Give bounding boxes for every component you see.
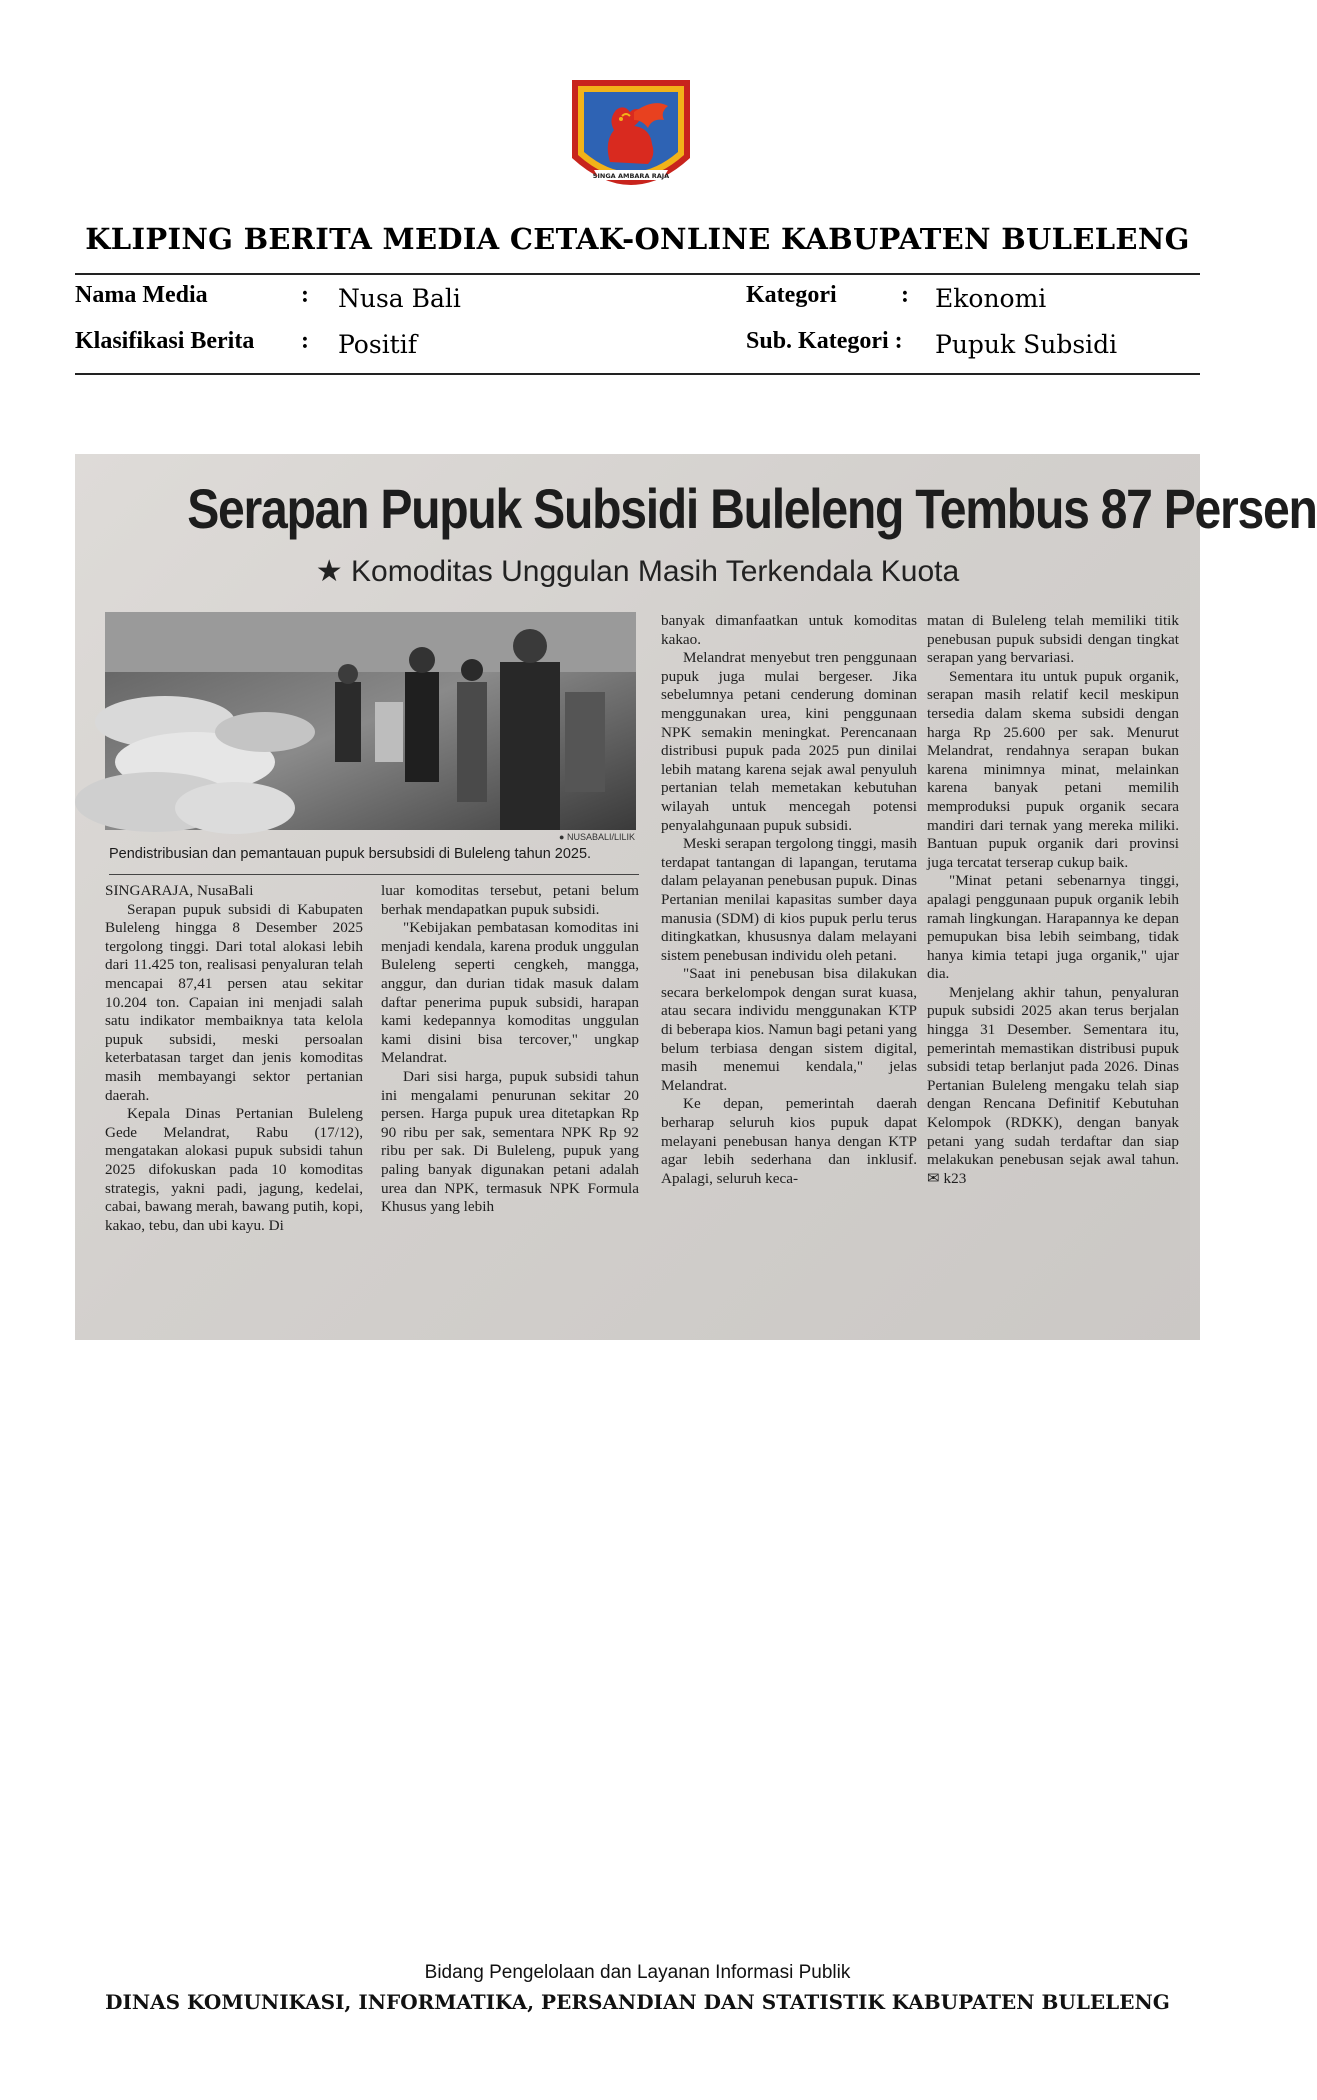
paragraph: Ke depan, pemerintah daerah berharap seluruh kios pupuk dapat melayani penebusan hanya dengan KTP agar lebih sederhana dan inklusif. Apalagi, seluruh keca- [661,1095,917,1187]
paragraph: Dari sisi harga, pupuk subsidi tahun ini mengalami penurunan sekitar 20 persen. Harga pupuk urea ditetapkan Rp 90 ribu per sak, sementara NPK Rp 92 ribu per sak. Di Buleleng, pupuk yang paling banyak digunakan petani adalah urea dan NPK, termasuk NPK Formula Khusus yang lebih [381,1067,639,1216]
subkategori-label: Sub. Kategori : [746,328,903,354]
subkategori-value: Pupuk Subsidi [935,330,1118,359]
article-headline: Serapan Pupuk Subsidi Buleleng Tembus 87 Persen [187,477,1317,540]
paragraph: "Kebijakan pembatasan komoditas ini menjadi kendala, karena produk unggulan Buleleng seperti cengkeh, mangga, anggur, dan durian tidak masuk dalam daftar penerima pupuk subsidi, harapan kami kedepannya komoditas unggulan kami disini bisa tercover," ungkap Melandrat. [381,919,639,1067]
article-subheadline: ★ Komoditas Unggulan Masih Terkendala Kuota [315,555,960,588]
caption-rule [109,874,639,875]
media-label: Nama Media [75,282,208,308]
klasifikasi-label: Klasifikasi Berita [75,328,255,354]
media-value: Nusa Bali [338,284,461,313]
paragraph: Menjelang akhir tahun, penyaluran pupuk subsidi 2025 akan terus berjalan hingga 31 Desember. Sementara itu, pemerintah memastikan distribusi pupuk subsidi tetap berlanjut pada 2026. Dinas Pertanian Buleleng mengaku telah siap dengan Rencana Definitif Kebutuhan Kelompok (RDKK), dengan banyak petani yang sudah terdaftar dan siap melakukan penebusan sejak awal tahun. ✉ k23 [927,983,1179,1187]
paragraph: Serapan pupuk subsidi di Kabupaten Buleleng hingga 8 Desember 2025 tergolong tinggi. Dari total alokasi lebih dari 11.425 ton, realisasi penyaluran telah mencapai 87,41 persen atau sekitar 10.204 ton. Capaian ini menjadi salah satu indikator membaiknya tata kelola pupuk subsidi, meski persoalan keterbatasan target dan jenis komoditas masih membayangi sektor pertanian daerah. [105,900,363,1104]
news-clipping [75,454,1317,1340]
paragraph: Kepala Dinas Pertanian Buleleng Gede Melandrat, Rabu (17/12), mengatakan alokasi pupuk subsidi tahun 2025 difokuskan pada 10 komoditas strategis, yakni padi, jagung, kedelai, cabai, bawang merah, bawang putih, kopi, kakao, tebu, dan ubi kayu. Di [105,1105,363,1234]
dateline: SINGARAJA, NusaBali [105,882,254,899]
paragraph: banyak dimanfaatkan untuk komoditas kakao. [661,612,917,648]
paragraph: Melandrat menyebut tren penggunaan pupuk juga mulai bergeser. Jika sebelumnya petani cenderung dominan menggunakan urea, kini penggunaan NPK semakin meningkat. Perencanaan distribusi pupuk pada 2025 pun dinilai lebih matang karena sejak awal penyuluh pertanian telah memetakan kebutuhan wilayah untuk mencegah potensi penyalahgunaan pupuk subsidi. [661,649,917,834]
buleleng-logo [564,72,698,202]
paragraph: Sementara itu untuk pupuk organik, serapan masih relatif kecil meskipun tersedia dalam skema subsidi dengan harga Rp 25.600 per sak. Menurut Melandrat, rendahnya serapan bukan karena minimnya minat, melainkan karena banyak petani memilih memproduksi pupuk organik secara mandiri dari ternak yang mereka miliki. Bantuan pupuk organik dari provinsi juga tercatat terserap cukup baik. [927,667,1179,871]
photo-credit: ● NUSABALI/LILIK [559,832,635,842]
paragraph: "Saat ini penebusan bisa dilakukan secara berkelompok dengan surat kuasa, atau secara individu menggunakan KTP di beberapa kios. Namun bagi petani yang belum terbiasa dengan sistem digital, masih menemui kendala," jelas Melandrat. [661,965,917,1094]
page-title: KLIPING BERITA MEDIA CETAK-ONLINE KABUPATEN BULELENG [85,222,1190,256]
colon: : [301,328,309,354]
paragraph: luar komoditas tersebut, petani belum berhak mendapatkan pupuk subsidi. [381,882,639,918]
paragraph: matan di Buleleng telah memiliki titik penebusan pupuk subsidi dengan tingkat serapan yang bervariasi. [927,612,1179,667]
svg-text:SINGA AMBARA RAJA: SINGA AMBARA RAJA [592,172,670,180]
article-column-1 [105,882,363,1235]
article-column-4 [927,612,1179,1188]
footer-department: Bidang Pengelolaan dan Layanan Informasi Publik [424,1962,851,1983]
kategori-label: Kategori [746,282,837,308]
paragraph: Meski serapan tergolong tinggi, masih terdapat tantangan di lapangan, terutama dalam pelayanan penebusan pupuk. Dinas Pertanian menilai kapasitas sumber daya manusia (SDM) di kios pupuk perlu terus ditingkatkan, khususnya dalam melayani sistem penebusan individu oleh petani. [661,835,917,964]
header-rule-top [75,273,1200,275]
klasifikasi-value: Positif [338,330,417,359]
article-photo [105,612,636,830]
colon: : [301,282,309,308]
colon: : [901,282,909,308]
article-column-3 [661,612,917,1188]
header-rule-bottom [75,373,1200,375]
photo-caption: Pendistribusian dan pemantauan pupuk bersubsidi di Buleleng tahun 2025. [109,846,592,862]
paragraph: "Minat petani sebenarnya tinggi, apalagi penggunaan pupuk organik lebih ramah lingkungan. Harapannya ke depan pemupukan bisa lebih seimbang, tidak hanya kimia tetapi juga organik," ujar dia. [927,872,1179,983]
article-column-2 [381,882,639,1217]
footer-agency: DINAS KOMUNIKASI, INFORMATIKA, PERSANDIAN DAN STATISTIK KABUPATEN BULELENG [105,1990,1170,2014]
kategori-value: Ekonomi [935,284,1047,313]
